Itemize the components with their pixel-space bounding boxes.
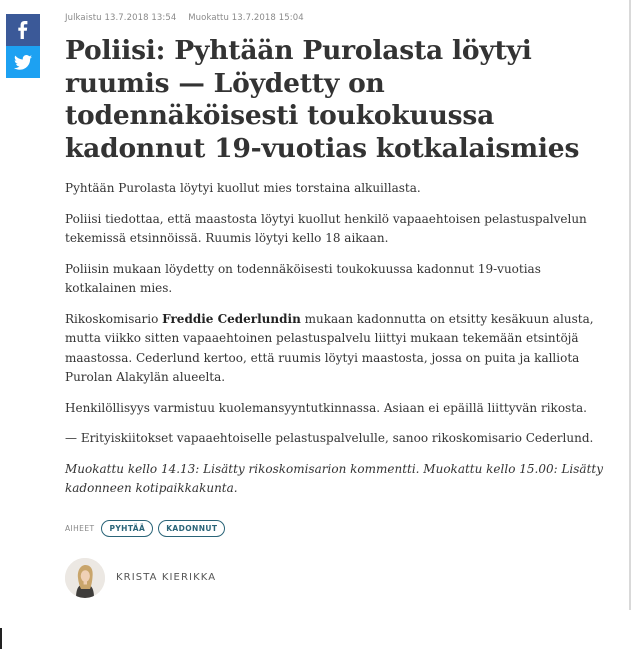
twitter-icon (14, 55, 32, 70)
paragraph-text: Rikoskomisario (65, 311, 163, 326)
paragraph (65, 310, 613, 388)
article (65, 0, 613, 598)
tag-pyhtaa[interactable]: PYHTÄÄ (101, 520, 153, 537)
facebook-icon (17, 21, 29, 39)
article-headline: Poliisi: Pyhtään Purolasta löytyi ruumis — Löydetty on todennäköisesti toukokuussa kadonnut 19-vuotias kotkalaismies (65, 35, 580, 164)
avatar (65, 558, 105, 598)
paragraph: Poliisin mukaan löydetty on todennäköisesti toukokuussa kadonnut 19-vuotias kotkalainen mies. (65, 261, 541, 295)
published-date: Julkaistu 13.7.2018 13:54 (65, 13, 177, 23)
author[interactable] (65, 558, 613, 598)
share-bar (6, 14, 40, 78)
tags (65, 520, 613, 537)
article-meta (65, 13, 613, 23)
paragraph-text: mukaan kadonnutta on etsitty kesäkuun alusta, mutta viikko sitten vapaaehtoinen pelastuspalvelu liittyi mukaan tekemään etsintöjä maastossa. Cederlund kertoo, että ruumis löytyi maastosta, jossa on puita ja kalliota Purolan Alakylän alueelta. (65, 311, 594, 384)
article-body (65, 179, 613, 499)
twitter-share-button[interactable] (6, 46, 40, 78)
person-name: Freddie Cederlundin (162, 311, 301, 326)
tag-kadonnut[interactable]: KADONNUT (158, 520, 225, 537)
tags-label: AIHEET (65, 523, 95, 533)
author-name: KRISTA KIERIKKA (116, 572, 217, 583)
paragraph: Poliisi tiedottaa, että maastosta löytyi kuollut henkilö vapaaehtoisen pelastuspalvelun tekemissä etsinnöissä. Ruumis löytyi kello 18 aikaan. (65, 211, 587, 245)
edit-note: Muokattu kello 14.13: Lisätty rikoskomisarion kommentti. Muokattu kello 15.00: Lisätty kadonneen kotipaikkakunta. (65, 461, 603, 495)
paragraph: Henkilöllisyys varmistuu kuolemansyyntutkinnassa. Asiaan ei epäillä liittyvän rikosta. (65, 400, 587, 415)
quote-paragraph: — Erityiskiitokset vapaaehtoiselle pelastuspalvelulle, sanoo rikoskomisario Cederlund. (65, 431, 594, 445)
paragraph: Pyhtään Purolasta löytyi kuollut mies torstaina alkuillasta. (65, 181, 421, 195)
facebook-share-button[interactable] (6, 14, 40, 46)
cursor-edge (0, 628, 2, 649)
modified-date: Muokattu 13.7.2018 15:04 (188, 13, 304, 23)
